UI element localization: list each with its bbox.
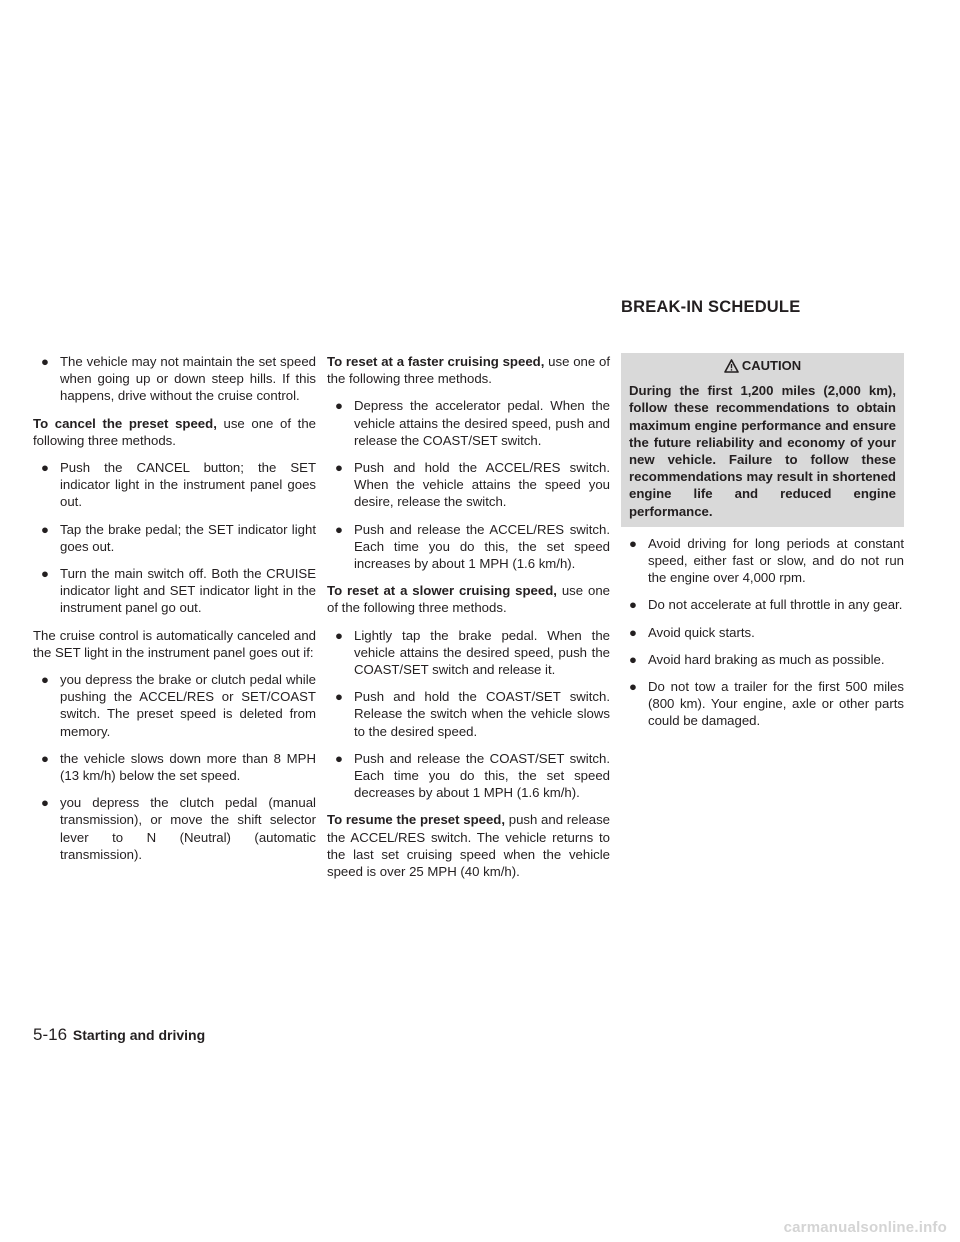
bullet-icon: ● xyxy=(335,689,343,705)
list-item: ● Push and release the ACCEL/RES switch. Each time you do this, the set speed increases by about 1 MPH (1.6 km/h). xyxy=(335,521,610,572)
list-item: ● Do not tow a trailer for the first 500 miles (800 km). Your engine, axle or other parts could be damaged. xyxy=(629,679,904,729)
resume-paragraph: To resume the preset speed, push and release the ACCEL/RES switch. The vehicle returns to the last set cruising speed when the vehicle speed is over 25 MPH (40 km/h). xyxy=(327,812,611,880)
auto-cancel-intro: The cruise control is automatically canceled and the SET light in the instrument panel goes out if: xyxy=(33,627,316,660)
caution-text: During the first 1,200 miles (2,000 km), follow these recommendations to obtain maximum engine performance and ensure the future reliability and economy of your new vehicle. Failure to follow these recommendations may result in shortened engine life and reduced engine performance. xyxy=(629,383,896,519)
list-item: ● you depress the brake or clutch pedal while pushing the ACCEL/RES or SET/COAST switch. The preset speed is deleted from memory. xyxy=(41,672,316,739)
bullet-icon: ● xyxy=(629,535,637,551)
bullet-icon: ● xyxy=(335,460,343,476)
footer-section: Starting and driving xyxy=(72,1027,206,1043)
column-2 xyxy=(327,353,610,890)
slower-intro: To reset at a slower cruising speed, use one of the following three methods. xyxy=(327,583,610,616)
list-item: ● Avoid quick starts. xyxy=(629,624,755,640)
bullet-icon: ● xyxy=(41,672,49,688)
faster-intro: To reset at a faster cruising speed, use one of the following three methods. xyxy=(327,354,610,387)
bullet-icon: ● xyxy=(41,521,49,537)
bullet-icon: ● xyxy=(335,750,343,766)
list-item: ● Avoid hard braking as much as possible. xyxy=(629,651,885,667)
bullet-icon: ● xyxy=(41,354,49,369)
list-item: ● the vehicle slows down more than 8 MPH (13 km/h) below the set speed. xyxy=(41,750,316,784)
list-item: ● Turn the main switch off. Both the CRUISE indicator light and SET indicator light in the instrument panel go out. xyxy=(41,566,316,616)
list-item: ● Tap the brake pedal; the SET indicator light goes out. xyxy=(41,521,316,554)
list-item: ● Lightly tap the brake pedal. When the vehicle attains the desired speed, push the COAST/SET switch and release it. xyxy=(335,627,610,678)
bullet-icon: ● xyxy=(41,795,49,811)
bullet-icon: ● xyxy=(629,597,637,613)
column-3 xyxy=(621,353,904,740)
column-1 xyxy=(33,353,316,873)
section-title: BREAK-IN SCHEDULE xyxy=(621,298,801,316)
bullet-icon: ● xyxy=(629,679,637,695)
list-item: ● Push and hold the COAST/SET switch. Release the switch when the vehicle slows to the desired speed. xyxy=(335,689,610,739)
caution-label: CAUTION xyxy=(741,358,802,373)
bullet-icon: ● xyxy=(41,460,49,476)
list-item: ● The vehicle may not maintain the set speed when going up or down steep hills. If this happens, drive without the cruise control. xyxy=(41,354,316,404)
cancel-intro: To cancel the preset speed, use one of the following three methods. xyxy=(33,415,316,448)
bullet-icon: ● xyxy=(629,651,637,667)
bullet-icon: ● xyxy=(41,750,49,766)
caution-header xyxy=(629,357,896,374)
page-footer xyxy=(33,1025,205,1045)
list-item: ● Depress the accelerator pedal. When the vehicle attains the desired speed, push and release the COAST/SET switch. xyxy=(335,398,610,448)
bullet-icon: ● xyxy=(335,398,343,414)
watermark[interactable]: carmanualsonline.info xyxy=(783,1219,947,1236)
list-item: ● Push and release the COAST/SET switch. Each time you do this, the set speed decreases by about 1 MPH (1.6 km/h). xyxy=(335,750,610,801)
warning-icon xyxy=(724,359,739,373)
bullet-icon: ● xyxy=(335,521,343,537)
page-number: 5-16 xyxy=(33,1025,68,1044)
list-item: ● Do not accelerate at full throttle in any gear. xyxy=(629,597,903,613)
bullet-icon: ● xyxy=(629,624,637,640)
bullet-icon: ● xyxy=(335,627,343,643)
list-item: ● Avoid driving for long periods at constant speed, either fast or slow, and do not run the engine over 4,000 rpm. xyxy=(629,535,904,586)
bullet-icon: ● xyxy=(41,566,49,582)
list-item: ● you depress the clutch pedal (manual transmission), or move the shift selector lever to N (Neutral) (automatic transmission). xyxy=(41,795,316,862)
list-item: ● Push the CANCEL button; the SET indicator light in the instrument panel goes out. xyxy=(41,460,316,510)
list-item: ● Push and hold the ACCEL/RES switch. When the vehicle attains the speed you desire, release the switch. xyxy=(335,460,610,510)
caution-box xyxy=(621,353,904,527)
